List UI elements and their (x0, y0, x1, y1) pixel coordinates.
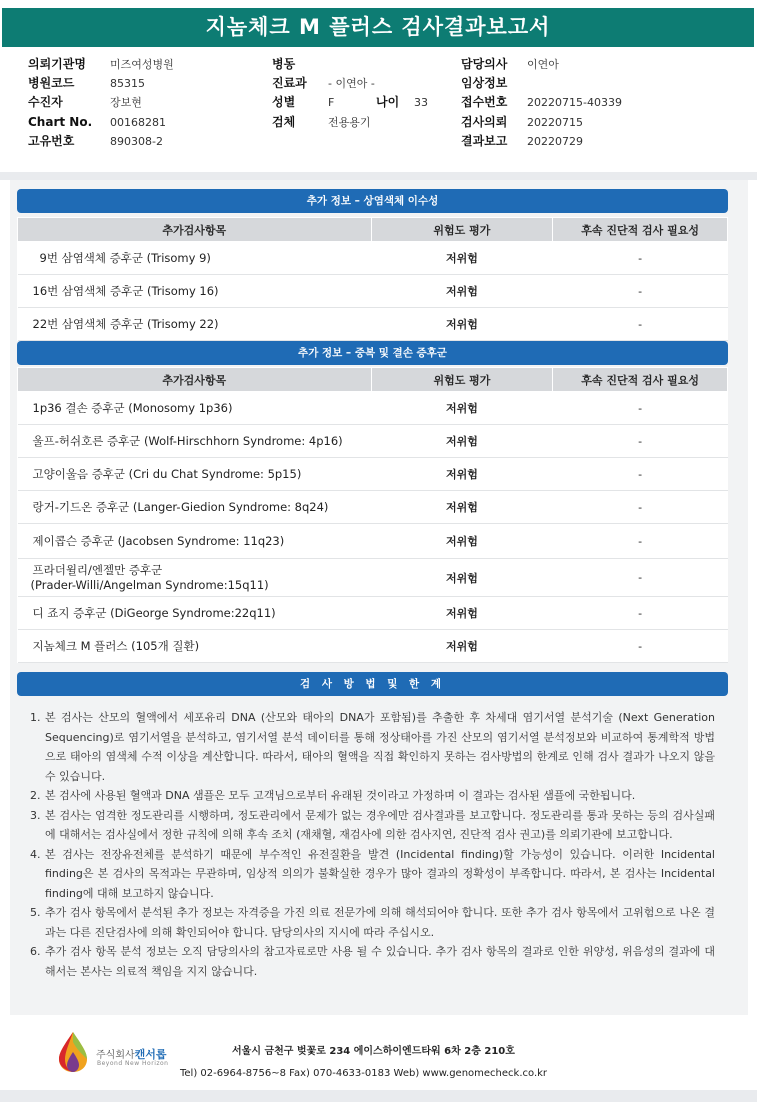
section-header-methods: 검 사 방 법 및 한 계 (17, 672, 728, 696)
info-label-doctor: 담당의사 (461, 57, 508, 71)
info-label-request-date: 검사의뢰 (461, 115, 508, 129)
followup-value: - (553, 275, 728, 308)
table-row (18, 392, 728, 425)
info-label-department: 진료과 (272, 76, 307, 90)
table-row (18, 491, 728, 524)
table-row (18, 597, 728, 630)
column-header-item: 추가검사항목 (18, 368, 372, 392)
table-row (18, 425, 728, 458)
test-item-name: 랑거-기드온 증후군 (Langer-Giedion Syndrome: 8q24) (18, 491, 372, 524)
test-item-name-line2: (Prader-Willi/Angelman Syndrome:15q11) (30, 577, 269, 592)
list-item (30, 845, 715, 904)
table-row (18, 559, 728, 597)
list-item (30, 806, 715, 845)
column-header-followup: 후속 진단적 검사 필요성 (553, 218, 728, 242)
followup-value: - (553, 630, 728, 663)
list-item-number: 3. (30, 808, 41, 822)
test-item-name: 1p36 결손 증후군 (Monosomy 1p36) (18, 392, 372, 425)
test-item-name: 지놈체크 M 플러스 (105개 질환) (18, 630, 372, 663)
report-footer (0, 1020, 757, 1090)
list-item-text: 추가 검사 항목 분석 정보는 오직 담당의사의 참고자료로만 사용 될 수 있습니다. 추가 검사 항목의 결과로 인한 위양성, 위음성의 결과에 대해서는 본사는 의료적 책임을 지지 않습니다. (45, 945, 715, 978)
test-item-name (18, 559, 372, 597)
bottom-border (0, 1090, 757, 1102)
column-header-risk: 위험도 평가 (371, 218, 553, 242)
table-row (18, 275, 728, 308)
company-contact: Tel) 02-6964-8756~8 Fax) 070-4633-0183 Web) www.genomecheck.co.kr (180, 1068, 548, 1079)
test-item-name: 제이콥슨 증후군 (Jacobsen Syndrome: 11q23) (18, 524, 372, 559)
risk-value: 저위험 (371, 308, 553, 341)
list-item-number: 2. (30, 789, 41, 802)
list-item-text: 본 검사에 사용된 혈액과 DNA 샘플은 모두 고객님으로부터 유래된 것이라고 가정하며 이 결과는 검사된 샘플에 국한됩니다. (45, 789, 636, 802)
table-row (18, 458, 728, 491)
info-value-patient: 장보현 (110, 96, 142, 109)
info-label-clinical: 임상정보 (461, 76, 508, 90)
info-label-patient: 수진자 (28, 95, 63, 109)
test-item-name: 9번 삼염색체 증후군 (Trisomy 9) (18, 242, 372, 275)
followup-value: - (553, 242, 728, 275)
risk-value: 저위험 (371, 392, 553, 425)
company-address: 서울시 금천구 벚꽃로 234 에이스하이엔드타워 6차 2층 210호 (232, 1046, 515, 1057)
test-item-name-line1: 프라더윌리/엔젤만 증후군 (32, 562, 163, 577)
followup-value: - (553, 392, 728, 425)
list-item-number: 1. (30, 711, 41, 724)
list-item (30, 786, 715, 806)
info-value-age: 33 (414, 96, 428, 109)
info-label-ward: 병동 (272, 57, 296, 71)
info-value-specimen: 전용용기 (328, 116, 371, 129)
test-item-name: 디 죠지 증후군 (DiGeorge Syndrome:22q11) (18, 597, 372, 630)
risk-value: 저위험 (371, 597, 553, 630)
company-brand: 캔서롭 (134, 1048, 167, 1061)
test-item-name: 울프-허쉬호른 증후군 (Wolf-Hirschhorn Syndrome: 4p16) (18, 425, 372, 458)
risk-value: 저위험 (371, 524, 553, 559)
section-header-microdeletion: 추가 정보 – 중복 및 결손 증후군 (17, 341, 728, 365)
table-microdeletion (17, 367, 728, 663)
list-item (30, 708, 715, 786)
risk-value: 저위험 (371, 630, 553, 663)
column-header-risk: 위험도 평가 (371, 368, 553, 392)
list-item (30, 903, 715, 942)
test-item-name: 22번 삼염색체 증후군 (Trisomy 22) (18, 308, 372, 341)
info-value-unique-id: 890308-2 (110, 135, 163, 148)
info-value-receipt: 20220715-40339 (527, 96, 622, 109)
table-row (18, 242, 728, 275)
followup-value: - (553, 458, 728, 491)
column-header-item: 추가검사항목 (18, 218, 372, 242)
followup-value: - (553, 425, 728, 458)
info-value-sex: F (328, 96, 335, 109)
followup-value: - (553, 597, 728, 630)
followup-value: - (553, 491, 728, 524)
test-item-name: 16번 삼염색체 증후군 (Trisomy 16) (18, 275, 372, 308)
risk-value: 저위험 (371, 275, 553, 308)
list-item-number: 6. (30, 945, 41, 958)
company-slogan: Beyond New Horizon (97, 1060, 169, 1067)
info-value-report-date: 20220729 (527, 135, 583, 148)
list-item-number: 5. (30, 906, 41, 919)
company-logo-icon (55, 1030, 91, 1074)
table-row (18, 630, 728, 663)
table-row (18, 308, 728, 341)
info-label-institution: 의뢰기관명 (28, 57, 86, 71)
list-item-number: 4. (30, 847, 41, 861)
risk-value: 저위험 (371, 491, 553, 524)
info-label-specimen: 검체 (272, 115, 296, 129)
list-item-text: 본 검사는 산모의 혈액에서 세포유리 DNA (산모와 태아의 DNA가 포함됨)를 추출한 후 차세대 염기서열 분석기술 (Next Generation Sequencing)로 염기서열을 분석하고, 염기서열 분석 데이터를 통해 정상태아를 가진 산모의 염기서열 분석정보와 비교하여 통계학적 방법으로 태아의 염색체 수적 이상을 계산합니다. 따라서, 태아의 혈액을 직접 확인하지 못하는 검사방법의 한계로 인해 검사 결과가 나오지 않을 수 있습니다. (45, 711, 715, 783)
info-value-request-date: 20220715 (527, 116, 583, 129)
patient-info (0, 55, 757, 155)
risk-value: 저위험 (371, 559, 553, 597)
risk-value: 저위험 (371, 458, 553, 491)
info-value-department: - 이연아 - (328, 77, 375, 90)
list-item (30, 942, 715, 981)
info-label-report-date: 결과보고 (461, 134, 508, 148)
list-item-text: 추가 검사 항목에서 분석된 추가 정보는 자격증을 가진 의료 전문가에 의해 해석되어야 합니다. 또한 추가 검사 항목에서 고위험으로 나온 결과는 다른 진단검사에 의해 확인되어야 합니다. 담당의사의 지시에 따라 주십시오. (45, 906, 715, 939)
risk-value: 저위험 (371, 242, 553, 275)
info-label-sex: 성별 (272, 95, 296, 109)
section-divider (0, 172, 757, 180)
list-item-text: 본 검사는 전장유전체를 분석하기 때문에 부수적인 유전질환을 발견 (Incidental finding)할 가능성이 있습니다. 이러한 Incidental finding은 본 검사의 목적과는 무관하며, 임상적 의의가 불확실한 경우가 많아 결과의 정확성이 부족합니다. 따라서, 본 검사는 Incidental finding에 대해 보고하지 않습니다. (45, 847, 715, 900)
info-label-receipt: 접수번호 (461, 95, 508, 109)
section-header-aneuploidy: 추가 정보 – 상염색체 이수성 (17, 189, 728, 213)
info-label-unique-id: 고유번호 (28, 134, 75, 148)
risk-value: 저위험 (371, 425, 553, 458)
followup-value: - (553, 524, 728, 559)
followup-value: - (553, 559, 728, 597)
column-header-followup: 후속 진단적 검사 필요성 (553, 368, 728, 392)
info-value-chart: 00168281 (110, 116, 166, 129)
list-item-text: 본 검사는 엄격한 정도관리를 시행하며, 정도관리에서 문제가 없는 경우에만 검사결과를 보고합니다. 정도관리를 통과 못하는 등의 검사실패에 대해서는 검사실에서 정한 규칙에 의해 후속 조치 (재채혈, 재검사에 의한 검사지연, 진단적 검사 권고)를 의뢰기관에 보고합니다. (45, 808, 715, 841)
table-row (18, 524, 728, 559)
report-title: 지놈체크 M 플러스 검사결과보고서 (2, 8, 754, 47)
info-value-hospital-code: 85315 (110, 77, 145, 90)
table-aneuploidy (17, 217, 728, 341)
info-value-doctor: 이연아 (527, 58, 559, 71)
info-label-chart: Chart No. (28, 115, 93, 129)
info-label-age: 나이 (376, 95, 400, 109)
info-value-institution: 미즈여성병원 (110, 58, 174, 71)
followup-value: - (553, 308, 728, 341)
info-label-hospital-code: 병원코드 (28, 76, 75, 90)
methods-list (30, 708, 715, 981)
test-item-name: 고양이울음 증후군 (Cri du Chat Syndrome: 5p15) (18, 458, 372, 491)
company-prefix: 주식회사 (96, 1050, 135, 1061)
